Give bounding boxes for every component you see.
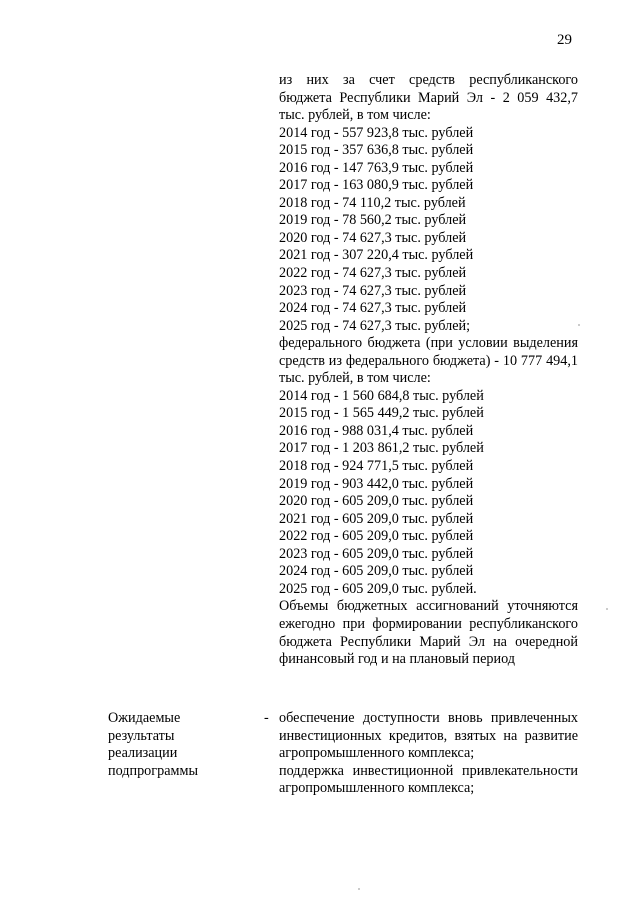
result-item: обеспечение доступности вновь привлеченных инвестиционных кредитов, взятых на развитие агропромышленного комплекса; [279,710,578,762]
year-amount-line: 2021 год - 307 220,4 тыс. рублей [279,247,474,264]
year-amount-line: 2016 год - 147 763,9 тыс. рублей [279,159,474,176]
year-amount-line: 2020 год - 605 209,0 тыс. рублей [279,493,474,510]
year-amount-line: 2024 год - 74 627,3 тыс. рублей [279,300,467,317]
year-amount-line: 2015 год - 357 636,8 тыс. рублей [279,142,474,159]
results-label-line: результаты [108,727,175,744]
year-amount-line: 2016 год - 988 031,4 тыс. рублей [279,422,474,439]
volumes-note: Объемы бюджетных ассигнований уточняются ежегодно при формировании республиканского бюджета Республики Марий Эл на очередной финансовый год и на плановый период [279,598,578,668]
year-amount-line: 2014 год - 1 560 684,8 тыс. рублей [279,387,484,404]
year-amount-line: 2023 год - 605 209,0 тыс. рублей [279,545,474,562]
result-item: поддержка инвестиционной привлекательности агропромышленного комплекса; [279,762,578,797]
year-amount-line: 2023 год - 74 627,3 тыс. рублей [279,282,467,299]
year-amount-line: 2015 год - 1 565 449,2 тыс. рублей [279,405,484,422]
year-amount-line: 2017 год - 1 203 861,2 тыс. рублей [279,440,484,457]
results-label-line: Ожидаемые [108,710,181,726]
federal-budget-intro: федерального бюджета (при условии выделения средств из федерального бюджета) - 10 777 494,1 тыс. рублей, в том числе: [279,335,578,387]
page-number: 29 [557,32,572,48]
year-amount-line: 2020 год - 74 627,3 тыс. рублей [279,229,467,246]
year-amount-line: 2022 год - 74 627,3 тыс. рублей [279,265,467,282]
scan-speck [578,324,580,326]
scan-speck [358,888,360,890]
year-amount-line: 2024 год - 605 209,0 тыс. рублей [279,563,474,580]
year-amount-line: 2025 год - 605 209,0 тыс. рублей. [279,580,477,597]
year-amount-line: 2017 год - 163 080,9 тыс. рублей [279,177,474,194]
results-label-line: подпрограммы [108,762,198,779]
federal-years-list [279,388,578,599]
financing-text-block [279,72,578,669]
results-text-block [279,710,578,798]
year-amount-line: 2021 год - 605 209,0 тыс. рублей [279,510,474,527]
year-amount-line: 2022 год - 605 209,0 тыс. рублей [279,528,474,545]
republican-budget-intro: из них за счет средств республиканского бюджета Республики Марий Эл - 2 059 432,7 тыс. рублей, в том числе: [279,72,578,124]
scan-speck [606,608,608,610]
year-amount-line: 2018 год - 924 771,5 тыс. рублей [279,458,474,475]
results-label-line: реализации [108,745,178,762]
year-amount-line: 2019 год - 78 560,2 тыс. рублей [279,212,467,229]
year-amount-line: 2025 год - 74 627,3 тыс. рублей; [279,317,471,334]
results-label [108,710,248,780]
year-amount-line: 2014 год - 557 923,8 тыс. рублей [279,124,474,141]
results-dash: - [264,710,269,726]
year-amount-line: 2018 год - 74 110,2 тыс. рублей [279,194,466,211]
year-amount-line: 2019 год - 903 442,0 тыс. рублей [279,475,474,492]
republican-years-list [279,125,578,336]
